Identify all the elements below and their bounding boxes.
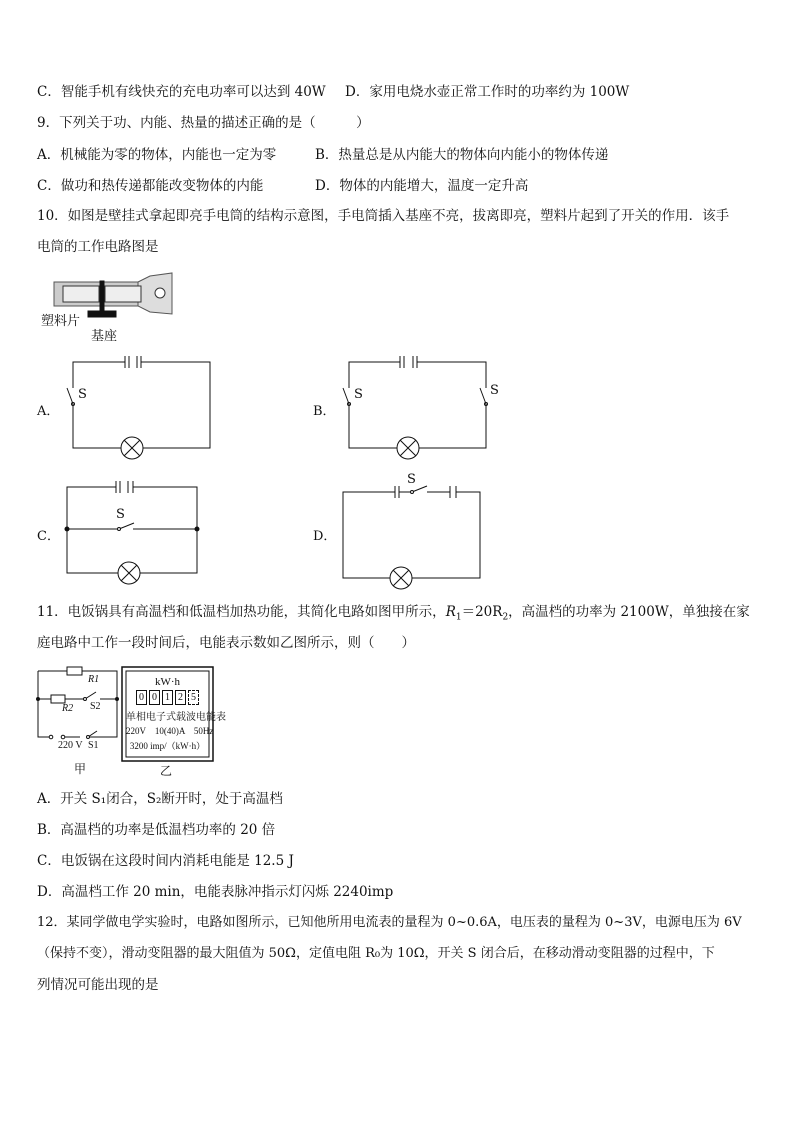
switch-label-c: S <box>116 507 125 522</box>
r2-subscript: 2 <box>502 612 509 623</box>
rice-cooker-circuit <box>37 667 119 739</box>
circuit-c <box>65 481 199 584</box>
circuit-b <box>343 356 488 459</box>
option-d-label: D． <box>313 529 337 544</box>
q11-stem-text: 11．电饭锅具有高温档和低温档加热功能，其简化电路如图甲所示， <box>37 604 446 620</box>
circuit-a <box>67 356 210 459</box>
q11-stem-text-b: ，高温档的功率为 2100W，单独接在家 <box>508 604 750 620</box>
q12-line-2: （保持不变），滑动变阻器的最大阻值为 50Ω，定值电阻 R₀为 10Ω，开关 S 闭合后，在移动滑动变阻器的过程中，下 <box>37 946 715 961</box>
meter-digit: 2 <box>175 690 186 705</box>
base-label: 基座 <box>91 329 118 344</box>
q11-option-d: D．高温档工作 20 min，电能表脉冲指示灯闪烁 2240imp <box>37 884 394 900</box>
q9-option-c: C．做功和热传递都能改变物体的内能 <box>37 178 264 194</box>
meter-spec-2: 3200 imp/（kW·h） <box>129 741 206 751</box>
meter-digit: 0 <box>136 690 147 705</box>
s2-label: S2 <box>90 701 101 712</box>
q8-option-d: D．家用电烧水壶正常工作时的功率约为 100W <box>345 84 630 100</box>
meter-name: 单相电子式载波电能表 <box>126 712 226 723</box>
ratio-text: ＝20R <box>461 604 503 620</box>
q9-option-a: A．机械能为零的物体，内能也一定为零 <box>37 147 277 163</box>
q10-stem-1: 10．如图是壁挂式拿起即亮手电筒的结构示意图，手电筒插入基座不亮，拔离即亮，塑料片起到了开关的作用．该手 <box>37 208 730 224</box>
meter-digit: 0 <box>149 690 160 705</box>
switch-label-a: S <box>78 387 87 402</box>
r1-symbol: R <box>445 604 456 620</box>
option-a-label: A． <box>37 404 60 419</box>
r2-label: R2 <box>62 703 74 714</box>
voltage-label: 220 V <box>58 740 83 751</box>
plastic-sheet-label: 塑料片 <box>41 314 81 329</box>
meter-digit-decimal: 5 <box>188 690 199 705</box>
q10-stem-2: 电筒的工作电路图是 <box>37 239 159 255</box>
q9-option-d: D．物体的内能增大，温度一定升高 <box>315 178 529 194</box>
q11-option-c: C．电饭锅在这段时间内消耗电能是 12.5 J <box>37 853 294 869</box>
meter-unit: kW·h <box>154 676 181 688</box>
q12-line-1: 12．某同学做电学实验时，电路如图所示，已知他所用电流表的量程为 0~0.6A，电压表的量程为 0~3V，电源电压为 6V <box>37 915 742 930</box>
meter-spec-1: 220V 10(40)A 50Hz <box>126 726 214 736</box>
switch-label-b2: S <box>490 383 499 398</box>
r1-subscript: 1 <box>455 612 462 623</box>
q11-option-b: B．高温档的功率是低温档功率的 20 倍 <box>37 822 276 838</box>
figure-yi-caption: 乙 <box>160 764 173 778</box>
r1-label: R1 <box>88 674 100 685</box>
option-b-label: B． <box>313 404 336 419</box>
meter-digits <box>126 690 209 705</box>
q8-option-c: C．智能手机有线快充的充电功率可以达到 40W <box>37 84 326 100</box>
q9-option-b: B．热量总是从内能大的物体向内能小的物体传递 <box>315 147 609 163</box>
q11-option-a: A．开关 S₁闭合，S₂断开时，处于高温档 <box>37 791 283 807</box>
q12-line-3: 列情况可能出现的是 <box>37 977 159 993</box>
figure-jia-caption: 甲 <box>74 762 87 776</box>
q11-stem-2: 庭电路中工作一段时间后，电能表示数如乙图所示，则（ ） <box>37 635 415 651</box>
q9-stem: 9．下列关于功、内能、热量的描述正确的是（ ） <box>37 115 370 131</box>
q11-stem-1 <box>37 603 750 627</box>
circuit-d <box>343 486 480 589</box>
switch-label-b1: S <box>354 387 363 402</box>
switch-label-d: S <box>407 472 416 487</box>
option-c-label: C． <box>37 529 60 544</box>
s1-label: S1 <box>88 740 99 751</box>
meter-digit: 1 <box>162 690 173 705</box>
